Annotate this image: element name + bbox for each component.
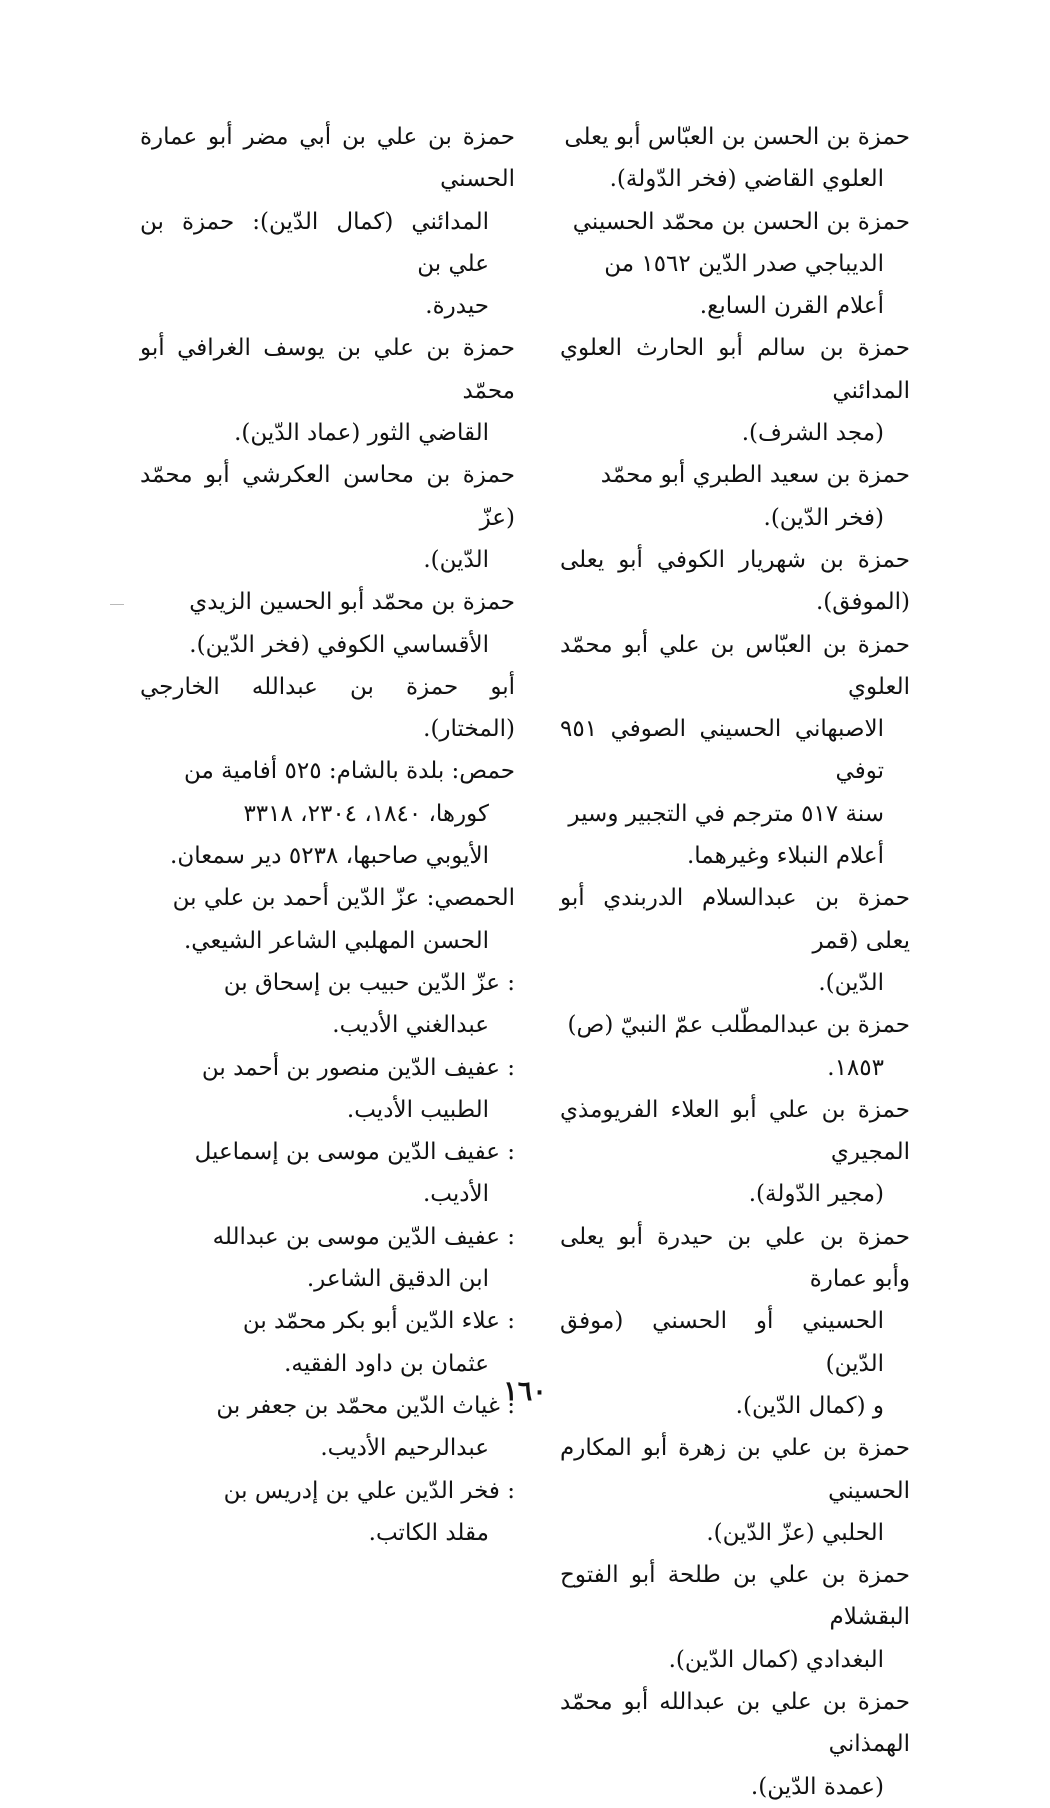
entry-continuation-line: الحسن المهلبي الشاعر الشيعي. (184, 927, 489, 954)
entry-continuation-line: عبدالغني الأديب. (332, 1012, 489, 1039)
entry-continuation-line: الدّين). (423, 546, 489, 573)
entry-continuation-line: (مجير الدّولة). (748, 1181, 884, 1208)
entry-continuation-line: أعلام النبلاء وغيرهما. (686, 843, 884, 870)
entry-continuation-line: الأقساسي الكوفي (فخر الدّين). (189, 631, 489, 658)
entry-continuation-line: (عمدة الدّين). (750, 1773, 884, 1800)
entry-heading-line: حمزة بن علي بن عبدالله أبو محمّد الهمذاني (560, 1688, 910, 1758)
index-entry (140, 581, 515, 666)
index-entry (560, 1554, 910, 1681)
index-entry (560, 1427, 910, 1554)
index-entry (140, 1470, 515, 1555)
entry-continuation-line: سنة ٥١٧ مترجم في التجبير وسير (568, 800, 884, 827)
entry-continuation-line: عبدالرحيم الأديب. (320, 1435, 489, 1462)
index-entry (140, 1216, 515, 1301)
entry-heading-line: أبو حمزة بن عبدالله الخارجي (المختار). (140, 673, 515, 743)
entry-heading-line: : علاء الدّين أبو بكر محمّد بن (242, 1308, 515, 1335)
entry-continuation-line: أعلام القرن السابع. (699, 293, 884, 320)
entry-heading-line: حمزة بن الحسن بن محمّد الحسيني (572, 208, 910, 235)
entry-heading-line: حمزة بن الحسن بن العبّاس أبو يعلى (564, 124, 910, 150)
entry-heading-line: حمص: بلدة بالشام: ٥٢٥ أفامية من (184, 758, 515, 785)
index-entry (560, 327, 910, 454)
entry-heading-line: حمزة بن علي بن يوسف الغرافي أبو محمّد (140, 335, 515, 404)
entry-continuation-line: الأيوبي صاحبها، ٥٢٣٨ دير سمعان. (170, 843, 489, 870)
entry-heading-line: حمزة بن علي بن أبي مضر أبو عمارة الحسني (140, 124, 515, 193)
index-entry (560, 116, 910, 201)
entry-heading-line: حمزة بن عبدالسلام الدربندي أبو يعلى (قمر (560, 885, 910, 954)
entry-heading-line: حمزة بن شهريار الكوفي أبو يعلى (الموفق). (560, 546, 910, 616)
entry-heading-line: : عزّ الدّين حبيب بن إسحاق بن (223, 969, 515, 996)
entry-continuation-line: الحلبي (عزّ الدّين). (706, 1519, 884, 1546)
index-entry (140, 116, 515, 327)
entry-heading-line: الحمصي: عزّ الدّين أحمد بن علي بن (172, 885, 515, 912)
entry-continuation-line: كورها، ١٨٤٠، ٢٣٠٤، ٣٣١٨ (243, 800, 489, 827)
index-entry (560, 877, 910, 1004)
index-entry (560, 201, 910, 328)
entry-continuation-line: القاضي الثور (عماد الدّين). (234, 420, 489, 447)
index-entry (140, 750, 515, 877)
index-entry (140, 327, 515, 454)
page-number: ١٦٠ (503, 1376, 547, 1407)
entry-heading-line: حمزة بن علي بن زهرة أبو المكارم الحسيني (560, 1435, 910, 1504)
right-column (560, 116, 910, 1808)
index-entry (140, 1131, 515, 1216)
index-entry (140, 1300, 515, 1385)
entry-continuation-line: الديباجي صدر الدّين ١٥٦٢ من (604, 250, 884, 277)
entry-heading-line: حمزة بن سعيد الطبري أبو محمّد (600, 462, 910, 489)
entry-heading-line: : عفيف الدّين موسى بن إسماعيل (194, 1139, 515, 1166)
index-entry (140, 962, 515, 1047)
index-entry (560, 539, 910, 624)
index-entry (140, 666, 515, 751)
entry-continuation-line: الدّين). (818, 969, 884, 996)
entry-continuation-line: الطبيب الأديب. (346, 1096, 489, 1123)
entry-heading-line: حمزة بن العبّاس بن علي أبو محمّد العلوي (560, 631, 910, 700)
entry-continuation-line: البغدادي (كمال الدّين). (668, 1646, 884, 1673)
entry-heading-line: حمزة بن علي بن طلحة أبو الفتوح البقشلام (560, 1562, 910, 1631)
index-entry (140, 1047, 515, 1132)
entry-heading-line: حمزة بن علي أبو العلاء الفريومذي المجيري (560, 1096, 910, 1166)
entry-continuation-line: الاصبهاني الحسيني الصوفي ٩٥١ توفي (560, 716, 884, 785)
entry-continuation-line: حيدرة. (425, 293, 489, 320)
margin-mark (110, 604, 124, 605)
entry-continuation-line: ابن الدقيق الشاعر. (306, 1266, 489, 1293)
entry-heading-line: حمزة بن محاسن العكرشي أبو محمّد (عزّ (140, 462, 515, 531)
left-column (140, 116, 515, 1554)
entry-continuation-line: الأديب. (422, 1181, 489, 1208)
index-entry (560, 1004, 910, 1089)
index-entry (560, 1089, 910, 1216)
entry-continuation-line: (مجد الشرف). (741, 420, 884, 447)
entry-heading-line: : فخر الدّين علي بن إدريس بن (223, 1477, 515, 1504)
entry-continuation-line: (فخر الدّين). (763, 504, 884, 531)
entry-continuation-line: المدائني (كمال الدّين): حمزة بن علي بن (140, 208, 489, 277)
entry-heading-line: حمزة بن علي بن حيدرة أبو يعلى وأبو عمارة (560, 1223, 910, 1293)
entry-continuation-line: مقلد الكاتب. (368, 1519, 489, 1546)
index-entry (140, 454, 515, 581)
entry-heading-line: حمزة بن عبدالمطّلب عمّ النبيّ (ص) (567, 1012, 910, 1039)
index-entry (560, 454, 910, 539)
index-entry (560, 624, 910, 878)
entry-heading-line: : عفيف الدّين منصور بن أحمد بن (201, 1054, 515, 1081)
entry-continuation-line: الحسيني أو الحسني (موفق الدّين) (560, 1308, 884, 1377)
entry-heading-line: حمزة بن سالم أبو الحارث العلوي المدائني (560, 335, 910, 404)
entry-continuation-line: و (كمال الدّين). (735, 1392, 884, 1419)
index-entry (560, 1681, 910, 1808)
entry-heading-line: حمزة بن محمّد أبو الحسين الزيدي (189, 589, 515, 616)
entry-continuation-line: العلوي القاضي (فخر الدّولة). (609, 166, 884, 193)
index-entry (140, 877, 515, 962)
entry-heading-line: : عفيف الدّين موسى بن عبدالله (212, 1223, 515, 1250)
entry-heading-line: : غياث الدّين محمّد بن جعفر بن (216, 1392, 515, 1419)
entry-continuation-line: ١٨٥٣. (827, 1054, 884, 1081)
entry-continuation-line: عثمان بن داود الفقيه. (284, 1350, 489, 1377)
